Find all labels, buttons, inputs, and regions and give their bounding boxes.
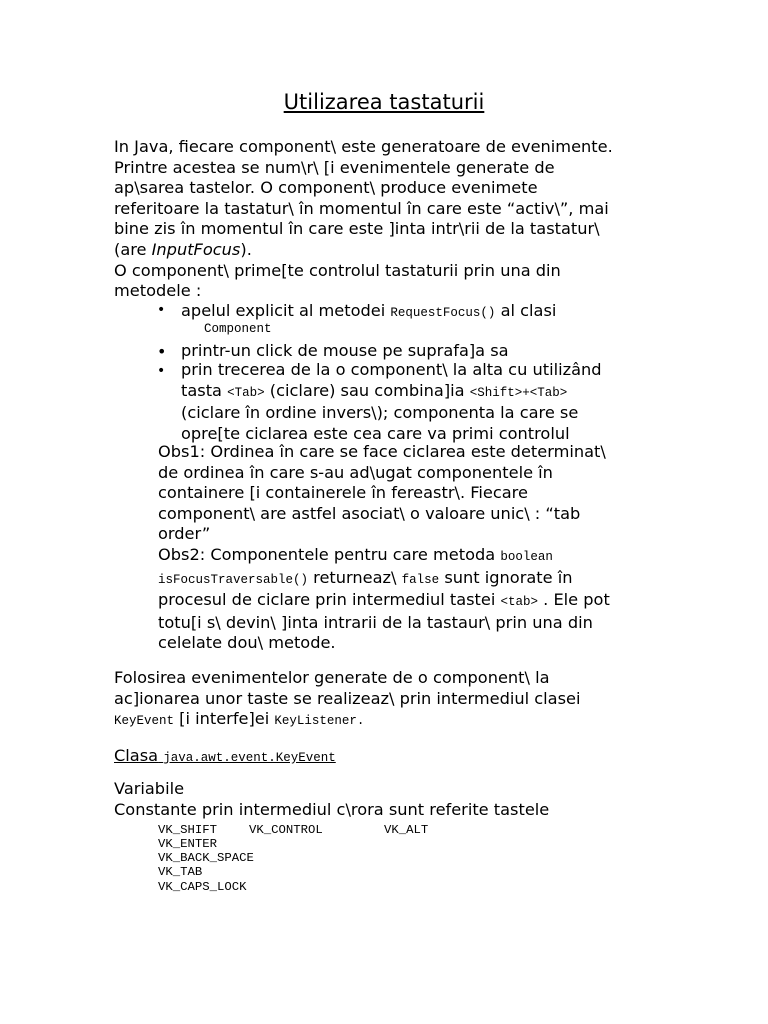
bullet-item: printr-un click de mouse pe suprafa]a sa [181,341,509,360]
obs-line: celelate dou\ metode. [158,633,336,653]
obs-text: . Ele pot [538,590,610,610]
constant-name: VK_BACK_SPACE [158,851,254,865]
intro-line: In Java, fiecare component\ este generatoare de evenimente. [114,137,613,156]
variabile-description: Constante prin intermediul c\rora sunt referite tastele [114,800,550,819]
intro-line: metodele : [114,281,202,301]
intro-line: bine zis în momentul în care este ]inta intr\rii de la tastatur\ [114,219,600,239]
obs-text: sunt ignorate în [439,567,573,587]
code-text: <Tab> [227,385,265,400]
intro-line: ap\sarea tastelor. O component\ produce evenimete [114,178,538,198]
para-line [114,709,674,732]
obs-line: de ordinea în care s-au ad\ugat componentele în [158,462,553,482]
obs-text: Obs2: Componentele pentru care metoda [158,545,501,564]
intro-text: (are [114,239,152,259]
code-text: RequestFocus() [390,306,496,320]
constant-name: VK_CONTROL [249,823,323,837]
constant-name: VK_TAB [158,865,203,879]
intro-emphasis: InputFocus [151,239,241,259]
code-text: <Shift>+<Tab> [469,385,568,400]
bullet-dot: • [157,302,166,318]
constant-name: VK_ENTER [158,837,218,851]
obs-text: returneaz\ [308,567,402,587]
constant-name: VK_ALT [384,823,429,837]
bullet-text: (ciclare în ordine invers\); componenta la care se [181,403,579,423]
heading-text: Clasa [114,746,159,765]
bullet-text: al clasi [495,301,557,320]
para-text: [i interfe]ei [174,709,275,729]
page-title: Utilizarea tastaturii [283,90,485,114]
section-heading-clasa [114,746,336,765]
obs-line: Obs1: Ordinea în care se face ciclarea este determinat\ [158,442,606,461]
para-line: Folosirea evenimentelor generate de o component\ la [114,668,550,687]
obs1-paragraph [158,442,658,545]
code-text: false [401,572,440,587]
obs-line [158,568,658,591]
bullet-text: (ciclare) sau combina]ia [264,380,470,400]
obs-text: procesul de ciclare prin intermediul tastei [158,590,501,610]
folosirea-paragraph [114,668,674,732]
intro-line: referitoare la tastatur\ în momentul în care este “activ\”, mai [114,198,609,218]
obs-line [158,545,658,568]
obs-line: totu[i s\ devin\ ]inta intrarii de la tastaur\ prin una din [158,612,593,632]
obs-line: containere [i containerele în fereastr\. Fiecare [158,483,528,503]
code-text: Component [204,322,272,336]
bullet-text: tasta [181,380,228,400]
code-text: boolean [500,550,553,564]
bullet-text: prin trecerea de la o component\ la alta cu utilizând [181,360,602,379]
constant-name: VK_SHIFT [158,823,218,837]
intro-line [114,240,654,261]
code-text: <tab> [500,595,539,610]
obs-line: component\ are astfel asociat\ o valoare unic\ : “tab [158,503,581,523]
bullet-text: opre[te ciclarea este cea care va primi controlul [181,423,570,443]
intro-text: ). [240,239,252,259]
bullet-item [181,301,671,324]
para-line: ac]ionarea unor taste se realizeaz\ prin intermediul clasei [114,688,581,708]
bullet-item [181,360,671,444]
section-heading-variabile: Variabile [114,779,185,798]
code-text: KeyListener. [274,714,365,729]
bullet-dot: • [157,363,166,379]
bullet-text [181,381,671,404]
constant-name: VK_CAPS_LOCK [158,880,247,894]
intro-line: O component\ prime[te controlul tastaturii prin una din [114,260,561,280]
bullet-dot: • [157,342,167,361]
intro-line: Printre acestea se num\r\ [i evenimentele generate de [114,157,555,177]
bullet-text: apelul explicit al metodei [181,301,391,320]
obs2-paragraph [158,545,658,654]
code-text: KeyEvent [114,714,175,729]
obs-line [158,590,658,613]
code-text: isFocusTraversable() [158,572,309,587]
code-text: java.awt.event.KeyEvent [163,751,336,765]
intro-paragraph [114,137,654,302]
obs-line: order” [158,524,211,544]
